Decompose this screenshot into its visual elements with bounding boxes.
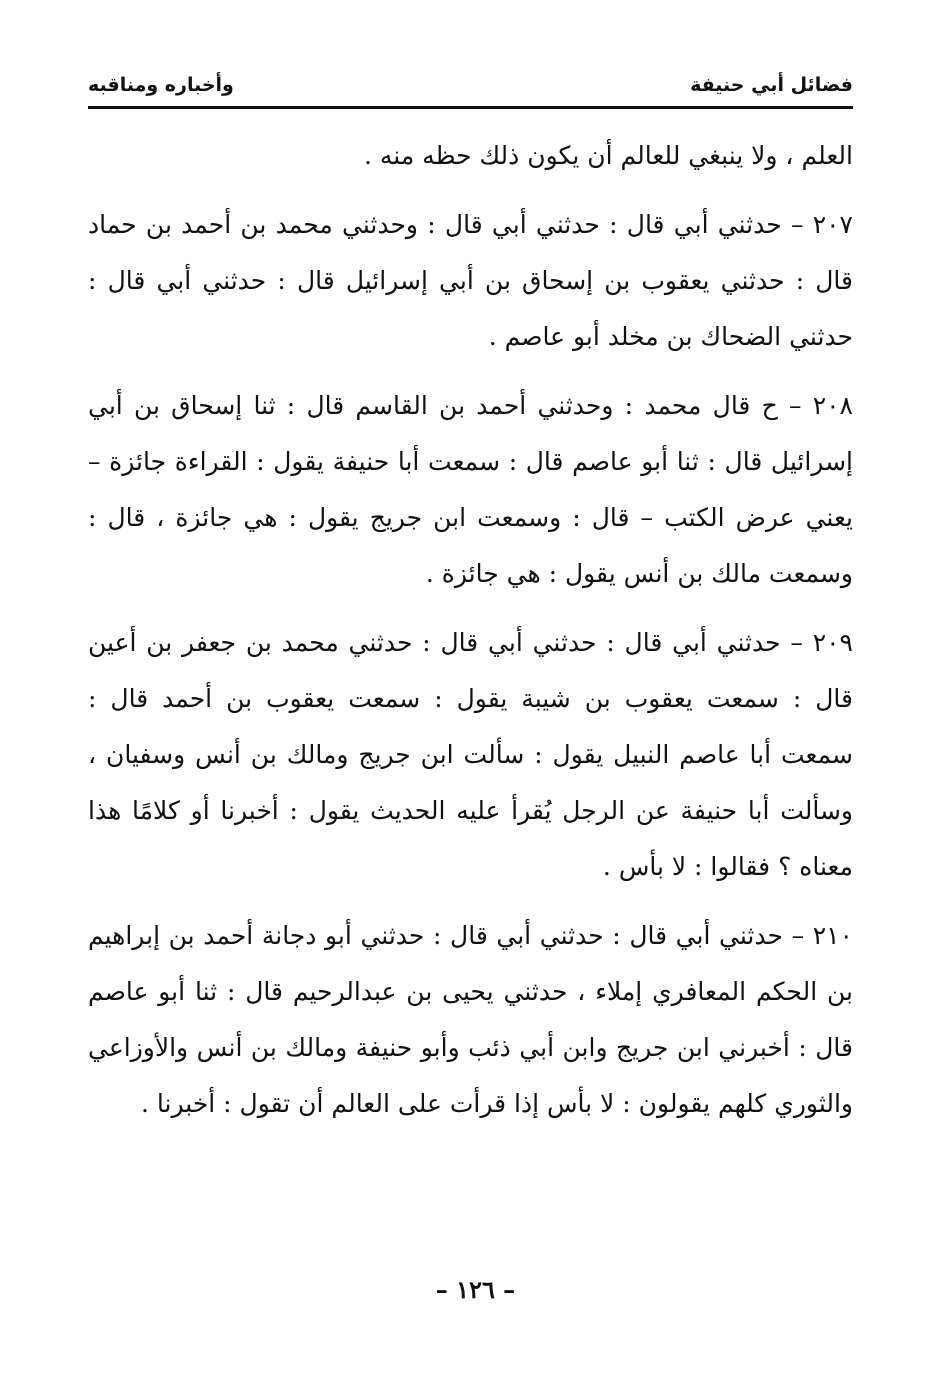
paragraph-210: ٢١٠ – حدثني أبي قال : حدثني أبي قال : حدثني أبو دجانة أحمد بن إبراهيم بن الحكم المعافري إملاء ، حدثني يحيى بن عبدالرحيم قال : ثنا أبو عاصم قال : أخبرني ابن جريج وابن أبي ذئب وأبو حنيفة ومالك بن أنس والأوزاعي والثوري كلهم يقولون : لا بأس إذا قرأت على العالم أن تقول : أخبرنا . <box>88 921 853 1118</box>
page-number: – ١٢٦ – <box>435 1275 516 1304</box>
header-divider <box>88 106 853 109</box>
book-title: فضائل أبي حنيفة <box>690 74 853 96</box>
paragraph-continuation: العلم ، ولا ينبغي للعالم أن يكون ذلك حظه منه . <box>364 141 853 170</box>
paragraph-208: ٢٠٨ – ح قال محمد : وحدثني أحمد بن القاسم قال : ثنا إسحاق بن أبي إسرائيل قال : ثنا أبو عاصم قال : سمعت أبا حنيفة يقول : القراءة جائزة – يعني عرض الكتب – قال : وسمعت ابن جريج يقول : هي جائزة ، قال : وسمعت مالك بن أنس يقول : هي جائزة . <box>88 391 853 588</box>
running-header <box>88 68 853 108</box>
book-subtitle: وأخباره ومناقبه <box>88 74 234 96</box>
page-body <box>88 128 853 1145</box>
paragraph-209: ٢٠٩ – حدثني أبي قال : حدثني أبي قال : حدثني محمد بن جعفر بن أعين قال : سمعت يعقوب بن شيبة يقول : سمعت يعقوب بن أحمد قال : سمعت أبا عاصم النبيل يقول : سألت ابن جريج ومالك بن أنس وسفيان ، وسألت أبا حنيفة عن الرجل يُقرأ عليه الحديث يقول : أخبرنا أو كلامًا هذا معناه ؟ فقالوا : لا بأس . <box>88 628 853 881</box>
paragraph-207: ٢٠٧ – حدثني أبي قال : حدثني أبي قال : وحدثني محمد بن أحمد بن حماد قال : حدثني يعقوب بن إسحاق بن أبي إسرائيل قال : حدثني أبي قال : حدثني الضحاك بن مخلد أبو عاصم . <box>88 210 853 351</box>
